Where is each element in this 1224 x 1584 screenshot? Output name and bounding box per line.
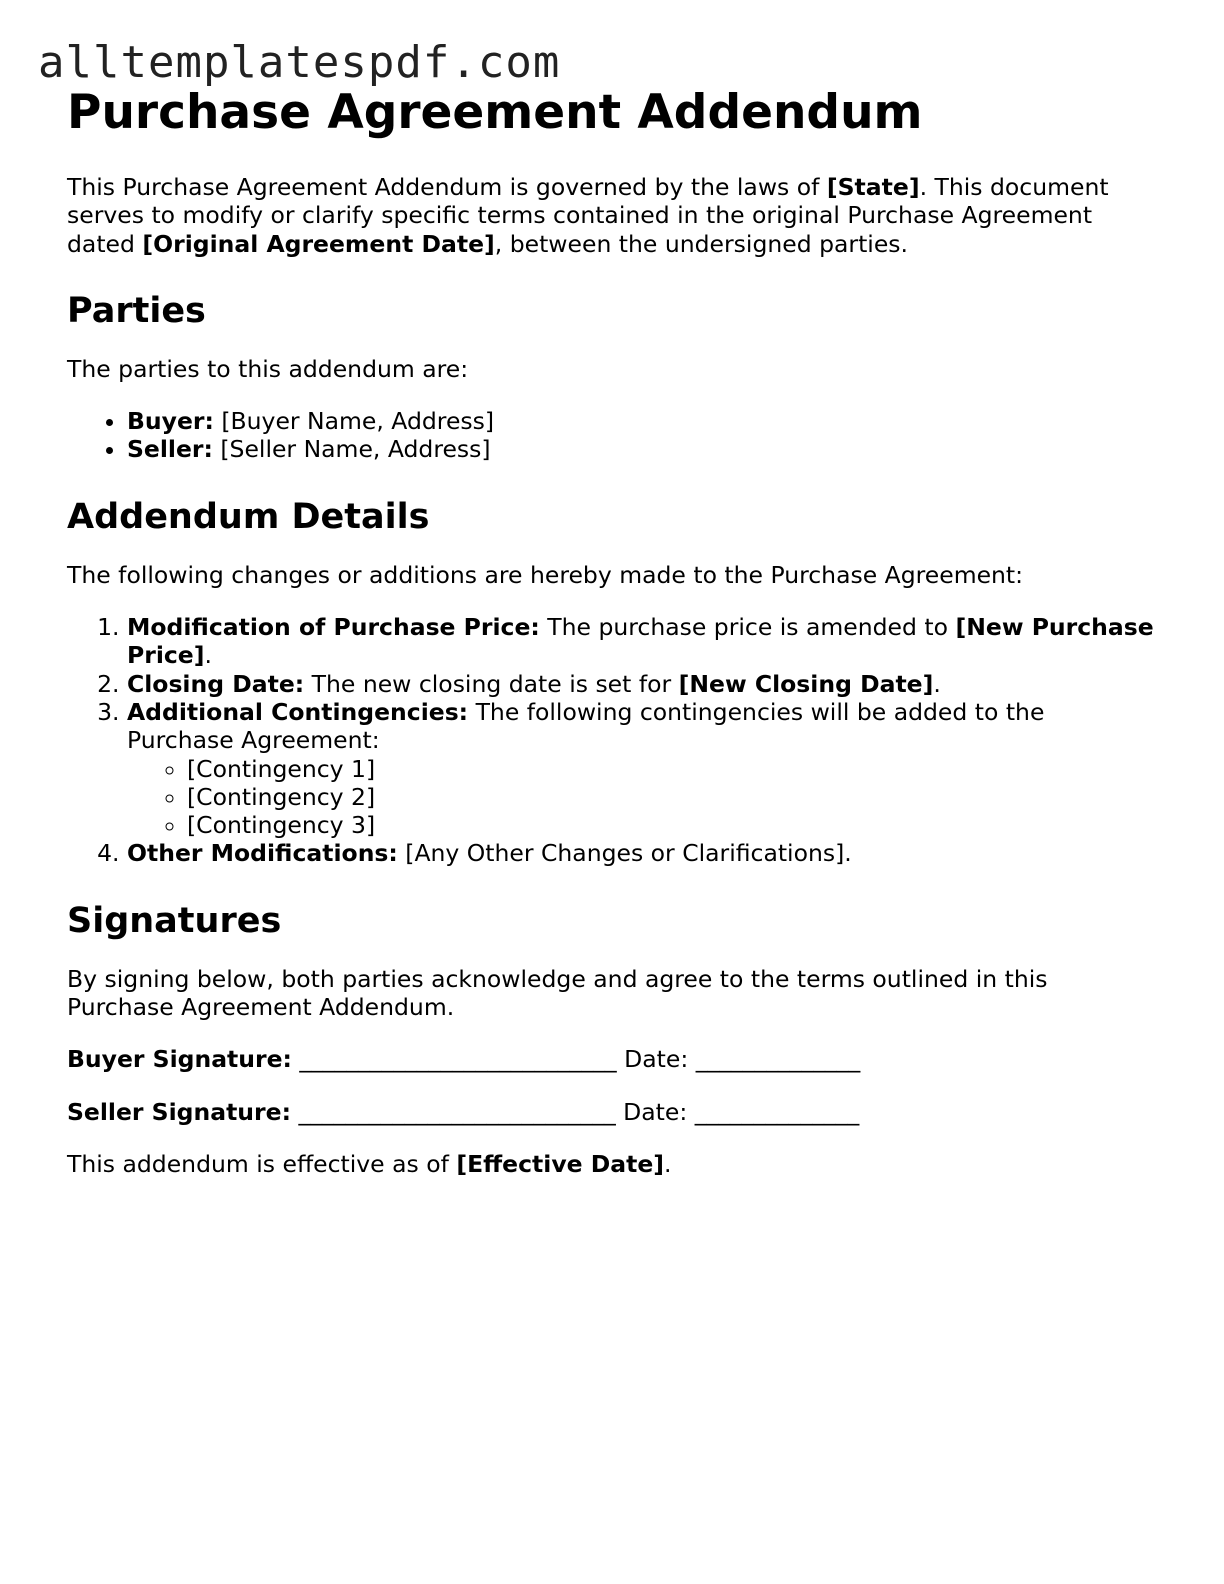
seller-date-field: Date: ______________ — [623, 1097, 860, 1126]
details-heading: Addendum Details — [67, 496, 430, 537]
other-text: [Any Other Changes or Clarifications]. — [397, 839, 852, 868]
price-label: Modification of Purchase Price: — [127, 613, 540, 642]
contingencies-label: Additional Contingencies: — [127, 697, 469, 726]
buyer-signature-line — [67, 1045, 1157, 1073]
intro-text-1: This Purchase Agreement Addendum is governed by the laws of — [67, 173, 827, 201]
seller-label: Seller: — [127, 435, 213, 464]
price-text: The purchase price is amended to — [539, 613, 956, 642]
list-item-buyer — [127, 407, 1157, 435]
list-item-seller — [127, 435, 1157, 463]
price-placeholder: [New Purchase Price] — [127, 613, 1154, 670]
closing-placeholder: [New Closing Date] — [678, 669, 934, 698]
details-intro: The following changes or additions are hereby made to the Purchase Agreement: — [67, 560, 1024, 589]
buyer-label: Buyer: — [127, 407, 214, 436]
buyer-value: [Buyer Name, Address] — [213, 407, 495, 436]
details-item-closing — [127, 670, 1157, 698]
seller-value: [Seller Name, Address] — [212, 435, 491, 464]
contingencies-list — [127, 755, 1157, 840]
effective-end: . — [664, 1149, 672, 1178]
list-item: ◦ [Contingency 1] — [187, 755, 1157, 783]
seller-signature-label: Seller Signature: — [67, 1097, 291, 1126]
watermark: alltemplatespdf.com — [38, 37, 561, 88]
signatures-heading: Signatures — [67, 900, 282, 941]
details-list — [67, 613, 1157, 868]
other-label: Other Modifications: — [127, 839, 398, 868]
list-item: ◦ [Contingency 3] — [187, 811, 1157, 839]
document-page — [67, 84, 1157, 1178]
details-item-contingencies — [127, 698, 1157, 839]
parties-heading: Parties — [67, 290, 206, 331]
effective-date-placeholder: [Effective Date] — [456, 1149, 665, 1178]
price-end: . — [204, 641, 212, 670]
intro-text-2: . This document serves to modify or clarify specific terms contained in the original Purchase Agreement dated — [67, 173, 1109, 258]
closing-text: The new closing date is set for — [304, 669, 679, 698]
contingencies-text: The following contingencies will be added to the Purchase Agreement: — [127, 697, 1045, 755]
signatures-intro: By signing below, both parties acknowledge and agree to the terms outlined in this Purchase Agreement Addendum. — [67, 964, 1048, 1022]
details-item-price — [127, 613, 1157, 670]
intro-paragraph — [67, 173, 1157, 258]
closing-end: . — [933, 669, 941, 698]
seller-signature-line — [67, 1098, 1157, 1126]
buyer-signature-label: Buyer Signature: — [67, 1045, 292, 1074]
effective-date-statement — [67, 1150, 1157, 1178]
state-placeholder: [State] — [826, 173, 920, 201]
list-item: ◦ [Contingency 2] — [187, 783, 1157, 811]
buyer-signature-field: ___________________________ — [291, 1045, 625, 1074]
parties-intro: The parties to this addendum are: — [67, 354, 469, 383]
parties-list — [67, 407, 1157, 464]
intro-text-3: , between the undersigned parties. — [494, 229, 908, 258]
details-item-other — [127, 839, 1157, 867]
buyer-date-field: Date: ______________ — [624, 1045, 861, 1074]
seller-signature-field: ___________________________ — [290, 1097, 624, 1126]
original-date-placeholder: [Original Agreement Date] — [142, 229, 495, 258]
closing-label: Closing Date: — [127, 669, 305, 698]
page-title: Purchase Agreement Addendum — [67, 85, 923, 140]
effective-prefix: This addendum is effective as of — [67, 1149, 457, 1178]
